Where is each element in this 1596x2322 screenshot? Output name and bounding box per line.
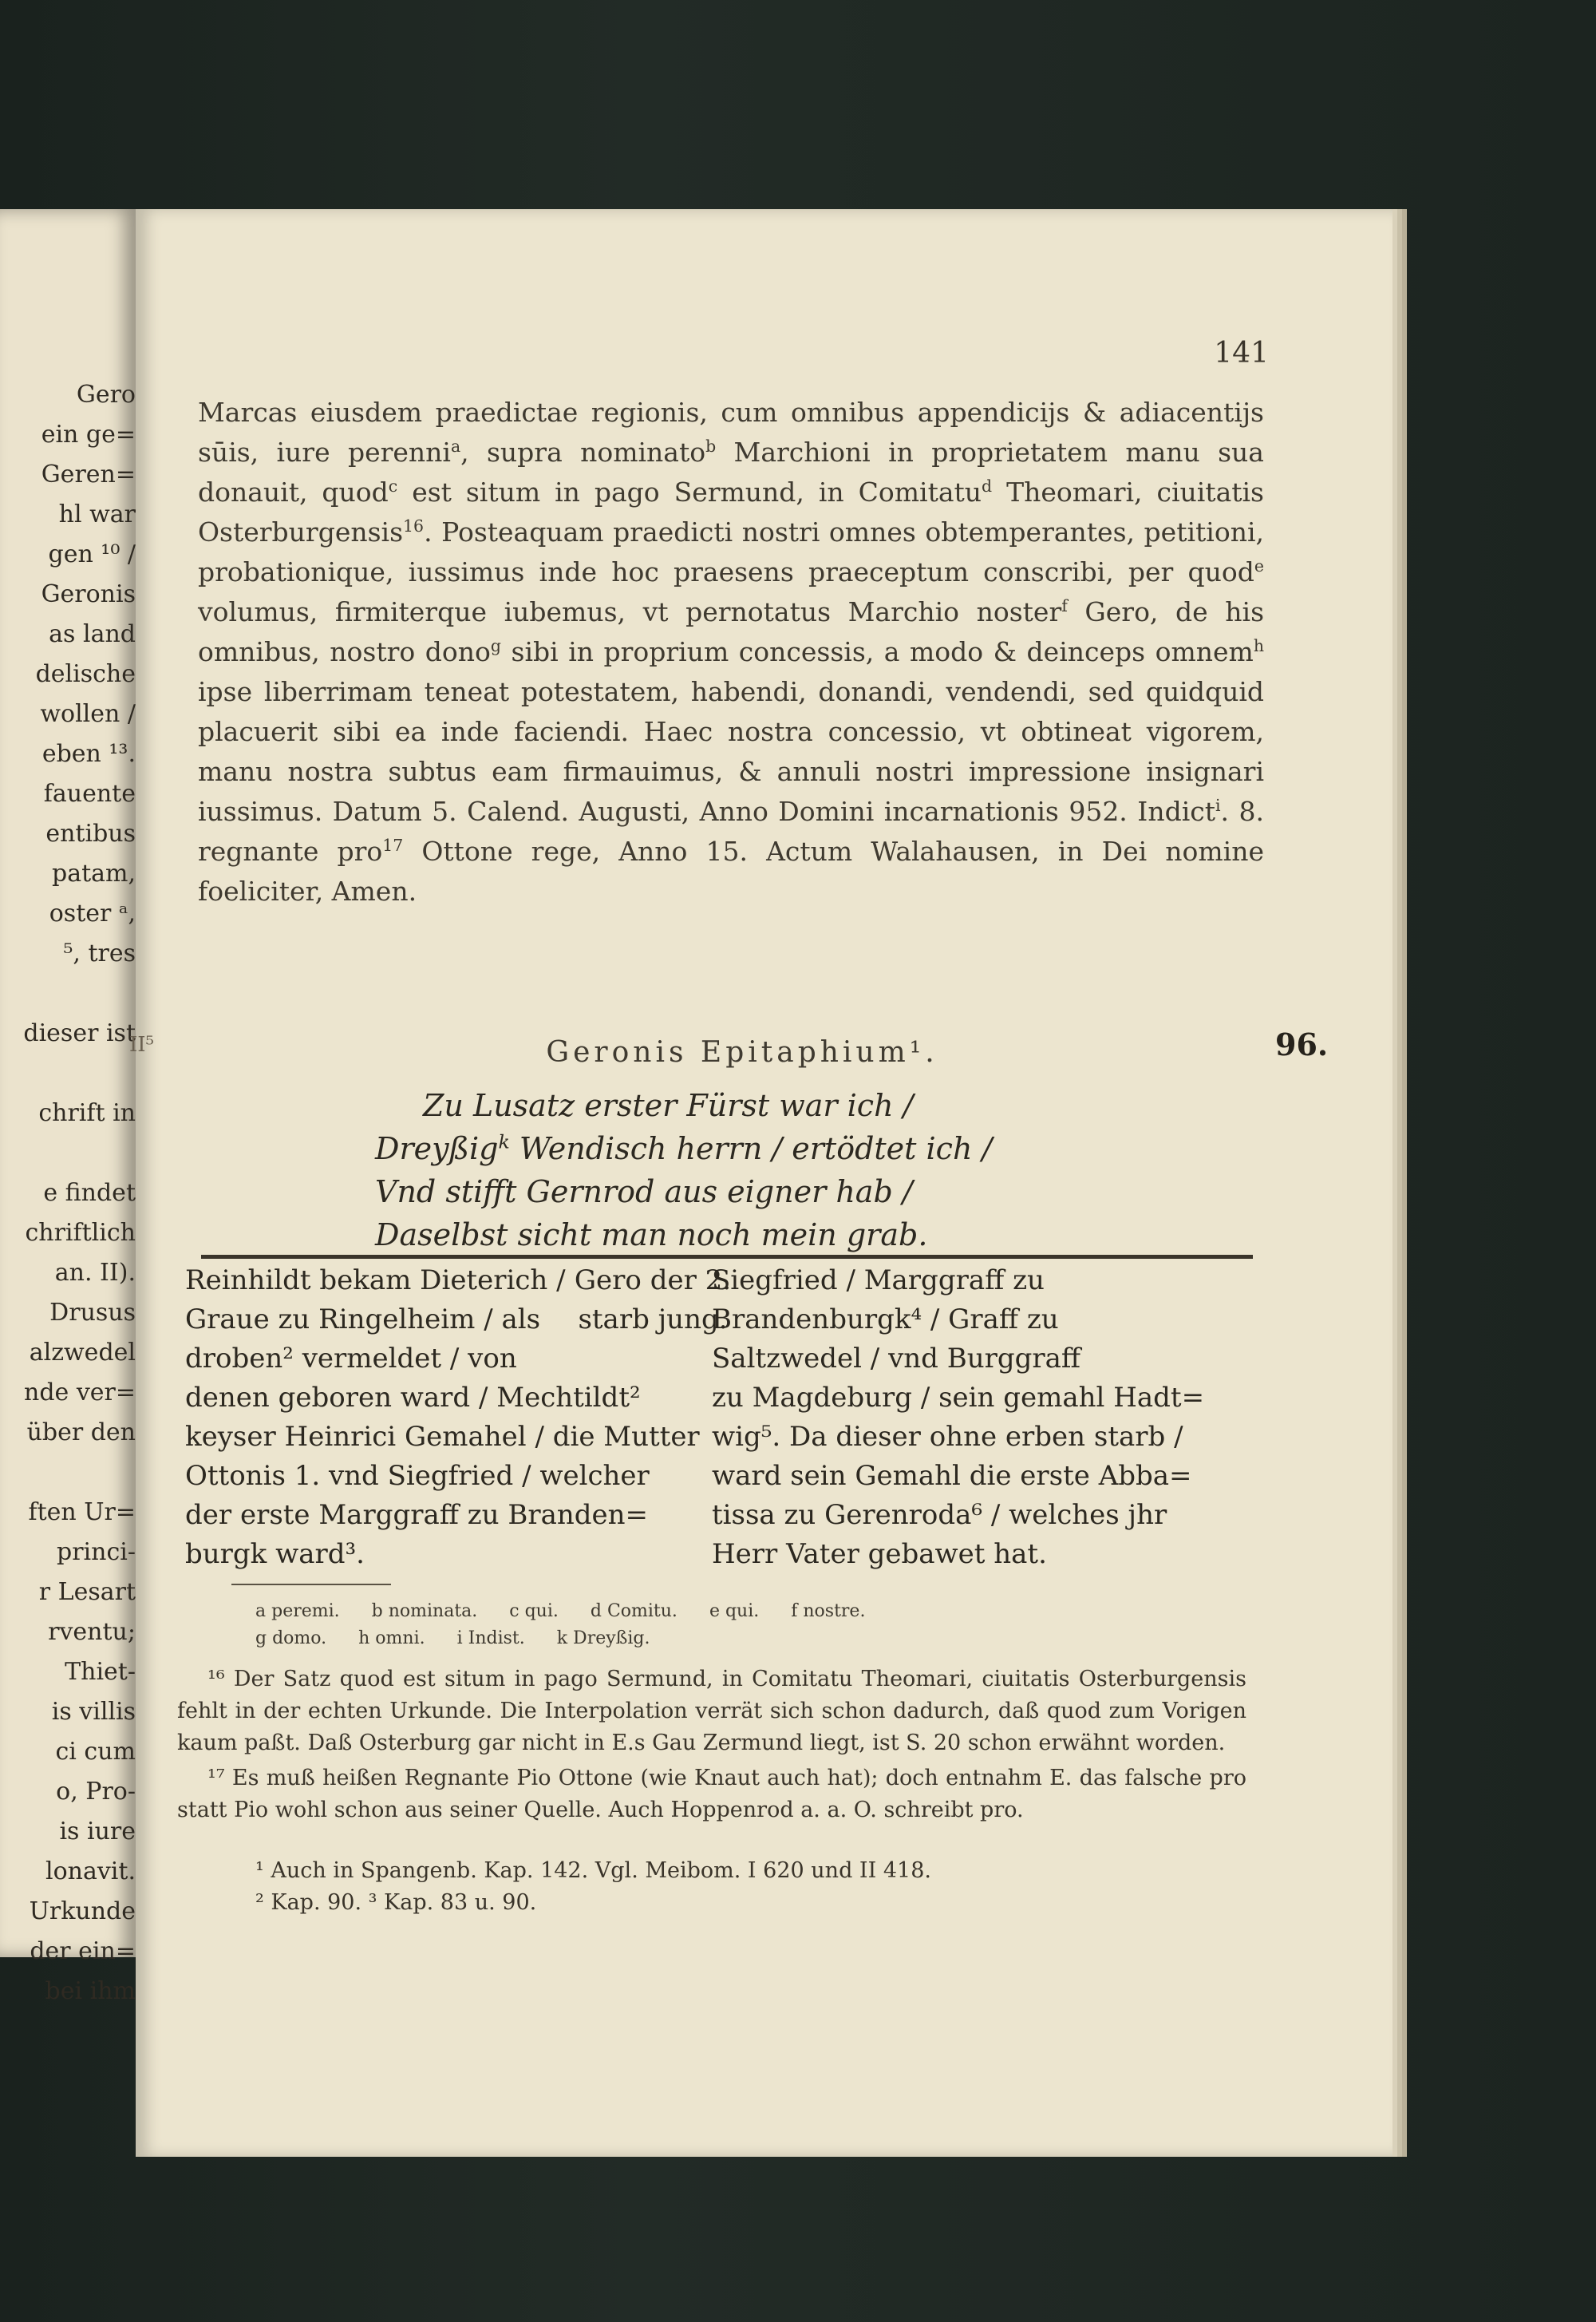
left-page-line: Drusus bbox=[49, 1299, 136, 1327]
variant-reading: a peremi. bbox=[255, 1601, 340, 1621]
left-page-line: o, Pro- bbox=[56, 1778, 136, 1806]
column-line: der erste Marggraff zu Branden= bbox=[185, 1499, 649, 1531]
variant-reading: b nominata. bbox=[371, 1601, 478, 1621]
left-page-line: Thiet- bbox=[65, 1658, 136, 1686]
left-page-line: patam, bbox=[51, 860, 136, 888]
verse-line: Zu Lusatz erster Fürst war ich / bbox=[423, 1088, 914, 1123]
variant-readings bbox=[255, 1598, 1133, 1652]
column-line: Siegfried / Marggraff zu bbox=[712, 1264, 1045, 1296]
left-page-line: eben ¹³. bbox=[41, 740, 136, 768]
column-line: droben² vermeldet / von bbox=[185, 1343, 517, 1375]
latin-paragraph: Marcas eiusdem praedictae regionis, cum omnibus appendicijs & adiacentijs sūis, iure perenni$^a$, supra nominato$^b$ Marchioni in proprietatem manu sua donauit, quod$^c$ est situm in pago Sermund, in Comitatu$^d$ Theomari, ciuitatis Osterburgensis$^{16}$. Posteaquam praedicti nostri omnes obtemperantes, petitioni, probationique, iussimus inde hoc praesens praeceptum conscribi, per quod$^e$ volumus, firmiterque iubemus, vt pernotatus Marchio noster$^f$ Gero, de his omnibus, nostro dono$^g$ sibi in proprium concessis, a modo & deinceps omnem$^h$ ipse liberrimam teneat potestatem, habendi, donandi, vendendi, sed quidquid placuerit sibi ea inde faciendi. Haec nostra concessio, vt obtineat vigorem, manu nostra subtus eam firmauimus, & annuli nostri impressione insignari iussimus. Datum 5. Calend. Augusti, Anno Domini incarnationis 952. Indict$^i$. 8. regnante pro$^{17}$ Ottone rege, Anno 15. Actum Walahausen, in Dei nomine foeliciter, Amen. bbox=[198, 397, 1265, 907]
footnote: ¹ Auch in Spangenb. Kap. 142. Vgl. Meibom. I 620 und II 418. bbox=[255, 1858, 931, 1883]
left-page-line: Urkunde bbox=[29, 1897, 136, 1925]
left-page-line: r Lesart bbox=[38, 1578, 136, 1606]
left-page-line: as land bbox=[49, 620, 136, 648]
epitaph-title: Geronis Epitaphium¹. bbox=[546, 1036, 938, 1069]
left-page-line: fauente bbox=[43, 780, 136, 808]
epitaph-verse bbox=[375, 1084, 1061, 1256]
left-page-line: hl war bbox=[58, 500, 136, 528]
column-line: zu Magdeburg / sein gemahl Hadt= bbox=[712, 1382, 1205, 1414]
column-line: starb jung. bbox=[578, 1303, 728, 1335]
variant-reading: e qui. bbox=[709, 1601, 760, 1621]
left-page-line: wollen / bbox=[40, 700, 136, 728]
column-line: tissa zu Gerenroda⁶ / welches jhr bbox=[712, 1499, 1167, 1531]
left-page-line: lonavit. bbox=[45, 1857, 136, 1885]
variant-row bbox=[255, 1625, 1133, 1652]
left-page-line: entibus bbox=[45, 820, 136, 848]
left-page-line: rventu; bbox=[48, 1618, 136, 1646]
left-page-line: chriftlich bbox=[25, 1219, 136, 1247]
column-rule bbox=[201, 1255, 1253, 1259]
column-line: Saltzwedel / vnd Burggraff bbox=[712, 1343, 1081, 1375]
verse-line: Dreyßig$^k$ Wendisch herrn / ertödtet ich / bbox=[375, 1130, 993, 1166]
left-page-line: princi- bbox=[57, 1538, 136, 1566]
footnote-rule bbox=[231, 1584, 391, 1585]
left-page-line: is villis bbox=[51, 1698, 136, 1726]
variant-reading: c qui. bbox=[509, 1601, 559, 1621]
column-line: Reinhildt bekam Dieterich / bbox=[185, 1264, 566, 1296]
editor-note: ¹⁷ Es muß heißen Regnante Pio Ottone (wie Knaut auch hat); doch entnahm E. das falsche pro statt Pio wohl schon aus seiner Quelle. Auch Hoppenrod a. a. O. schreibt pro. bbox=[177, 1766, 1246, 1822]
column-line: Graue zu Ringelheim / als bbox=[185, 1303, 541, 1335]
column-line: Herr Vater gebawet hat. bbox=[712, 1538, 1047, 1570]
genealogy-column-right bbox=[712, 1261, 1254, 1574]
verse-line: Daselbst sicht man noch mein grab. bbox=[375, 1217, 928, 1252]
left-page-line: delische bbox=[35, 660, 136, 688]
left-page-line: alzwedel bbox=[29, 1339, 136, 1367]
verse-line: Vnd stifft Gernrod aus eigner hab / bbox=[375, 1174, 913, 1209]
left-page-line: is iure bbox=[59, 1818, 136, 1845]
left-page-line: der ein= bbox=[30, 1937, 136, 1965]
variant-reading: g domo. bbox=[255, 1628, 327, 1648]
genealogy-column-middle bbox=[573, 1261, 733, 1339]
column-line: keyser Heinrici Gemahel / die Mutter bbox=[185, 1421, 700, 1453]
variant-reading: k Dreyßig. bbox=[556, 1628, 650, 1648]
left-page-line: chrift in bbox=[38, 1099, 136, 1127]
variant-reading: h omni. bbox=[358, 1628, 425, 1648]
left-page-line: gen ¹⁰ / bbox=[48, 540, 136, 568]
section-number: 96. bbox=[1275, 1027, 1329, 1062]
editor-note: ¹⁶ Der Satz quod est situm in pago Sermund, in Comitatu Theomari, ciuitatis Osterburgensis fehlt in der echten Urkunde. Die Interpolation verrät sich schon dadurch, daß quod zum Vorigen kaum paßt. Daß Osterburg gar nicht in E.s Gau Zermund liegt, ist S. 20 schon erwähnt worden. bbox=[177, 1667, 1246, 1755]
left-page-line: ften Ur= bbox=[28, 1498, 136, 1526]
variant-reading: i Indist. bbox=[456, 1628, 525, 1648]
latin-charter-text bbox=[198, 393, 1264, 912]
margin-mark: II⁵ bbox=[129, 1033, 154, 1057]
column-line: Gero der 2. bbox=[574, 1264, 732, 1296]
left-page-line: ⁵, tres bbox=[63, 939, 136, 967]
left-page-line: bei ihm bbox=[45, 1977, 136, 2005]
left-page-line: über den bbox=[26, 1418, 136, 1446]
left-page-line: Geren= bbox=[41, 461, 136, 489]
variant-reading: f nostre. bbox=[791, 1601, 866, 1621]
column-line: denen geboren ward / Mechtildt² bbox=[185, 1382, 641, 1414]
column-line: wig⁵. Da dieser ohne erben starb / bbox=[712, 1421, 1183, 1453]
variant-row bbox=[255, 1598, 1133, 1625]
editor-notes bbox=[177, 1663, 1246, 1830]
left-page-line: ein ge= bbox=[41, 421, 136, 449]
column-line: burgk ward³. bbox=[185, 1538, 365, 1570]
footnotes bbox=[255, 1855, 1213, 1919]
previous-page-strip bbox=[0, 209, 136, 2005]
left-page-line: ci cum bbox=[55, 1738, 136, 1766]
left-page-line: nde ver= bbox=[24, 1379, 136, 1406]
book-page bbox=[129, 209, 1393, 2157]
column-line: ward sein Gemahl die erste Abba= bbox=[712, 1460, 1192, 1492]
left-page-line: Geronis bbox=[41, 580, 136, 608]
variant-reading: d Comitu. bbox=[590, 1601, 678, 1621]
left-page-line: Gero bbox=[76, 381, 136, 409]
left-page-line: dieser ist bbox=[23, 1019, 136, 1047]
footnote: ² Kap. 90. ³ Kap. 83 u. 90. bbox=[255, 1890, 537, 1915]
page-number: 141 bbox=[1214, 337, 1269, 370]
left-page-line: e findet bbox=[43, 1179, 136, 1207]
left-page-line: oster ᵃ, bbox=[49, 900, 136, 928]
left-page-line: an. II). bbox=[54, 1259, 136, 1287]
column-line: Brandenburgk⁴ / Graff zu bbox=[712, 1303, 1059, 1335]
column-line: Ottonis 1. vnd Siegfried / welcher bbox=[185, 1460, 650, 1492]
